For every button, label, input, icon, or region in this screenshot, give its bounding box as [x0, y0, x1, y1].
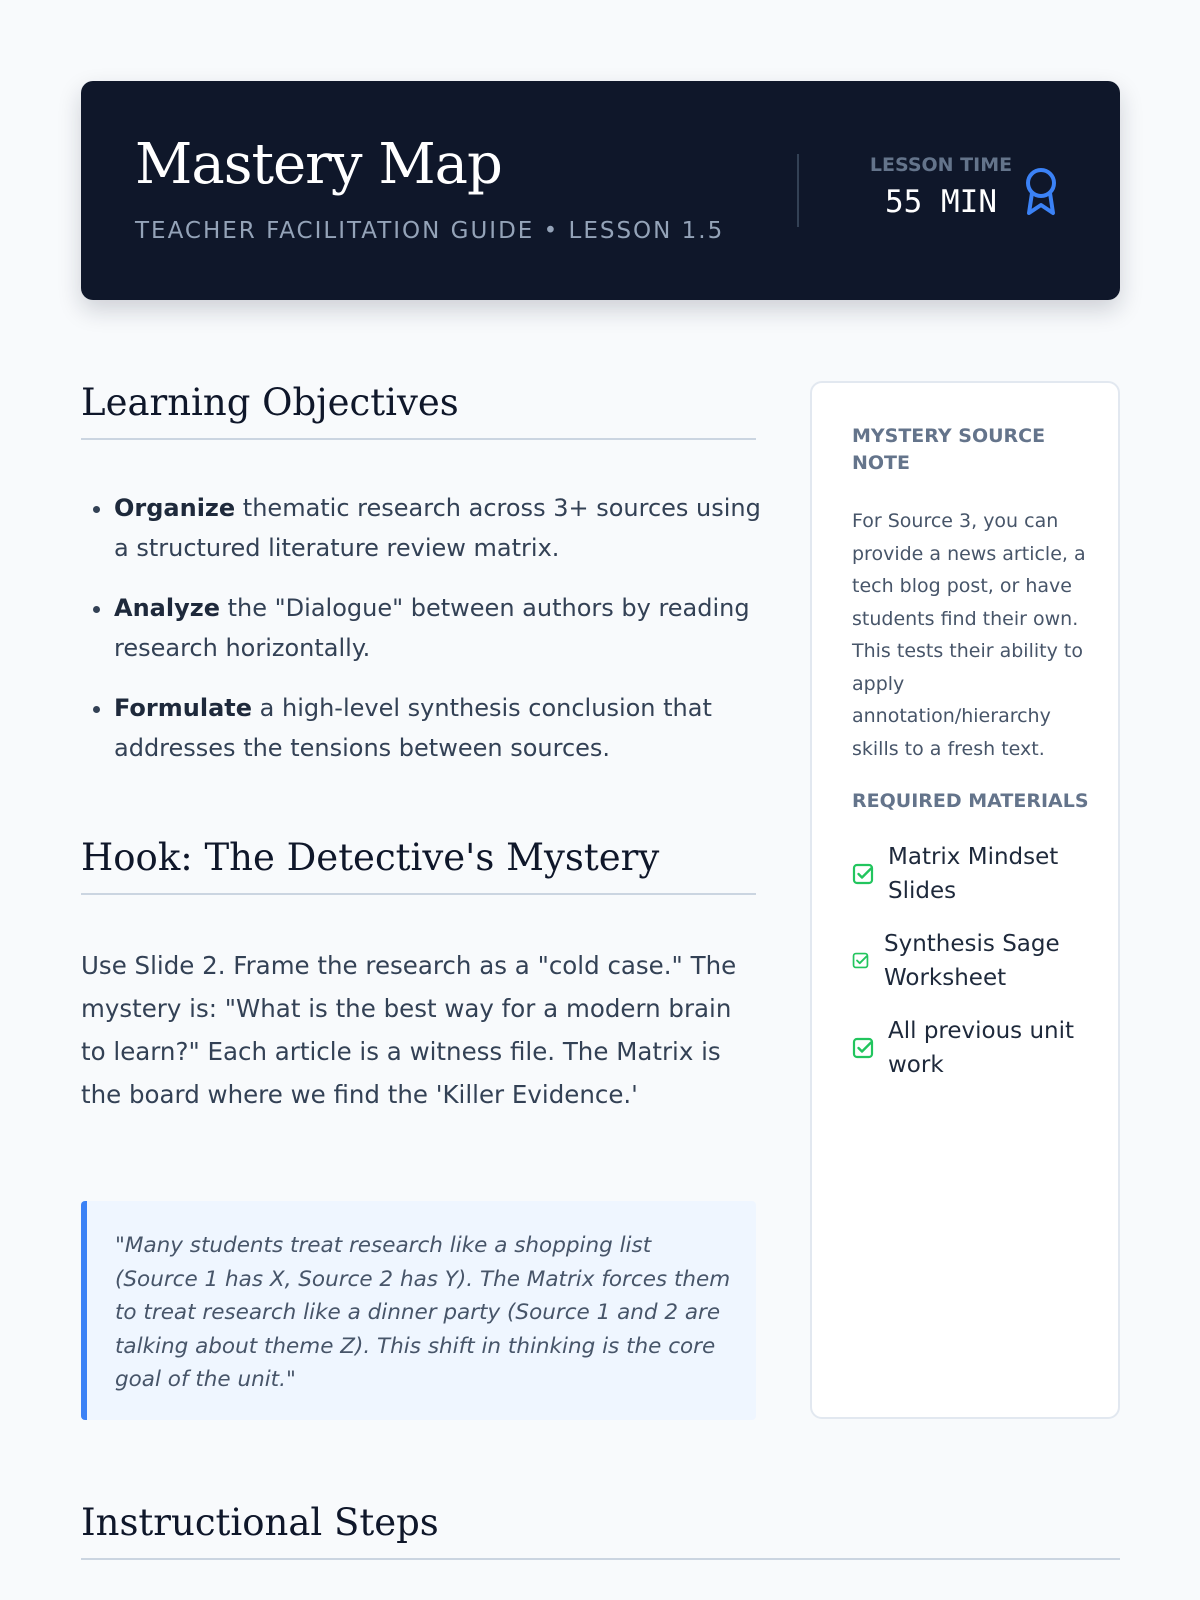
list-item — [852, 1015, 1102, 1102]
page-title: Mastery Map — [135, 132, 502, 197]
material-label: All previous unit work — [888, 1018, 1075, 1078]
checkbox-checked-icon — [852, 1037, 874, 1059]
steps-heading: Instructional Steps — [81, 1503, 1120, 1560]
award-icon — [1021, 165, 1061, 217]
lesson-header — [81, 81, 1120, 300]
objective-verb: Formulate — [114, 694, 253, 722]
objective-text: thematic research across 3+ sources using a structured literature review matrix. — [114, 494, 761, 562]
lesson-time-label: LESSON TIME — [869, 154, 1013, 176]
materials-list — [852, 841, 1102, 1102]
hook-heading: Hook: The Detective's Mystery — [81, 838, 756, 895]
list-item — [852, 928, 1102, 1015]
sidebar-card — [810, 381, 1120, 1419]
list-item — [114, 688, 774, 768]
page-subtitle: TEACHER FACILITATION GUIDE • LESSON 1.5 — [135, 218, 725, 244]
header-divider — [797, 154, 799, 227]
objective-verb: Organize — [114, 494, 236, 522]
list-item — [114, 488, 774, 568]
hook-text: Use Slide 2. Frame the research as a "cold case." The mystery is: "What is the best way for a modern brain to learn?" Each article is a witness file. The Matrix is the board where we find the 'Killer Evidence.' — [81, 951, 737, 1109]
checkbox-checked-icon — [852, 863, 874, 885]
materials-heading: REQUIRED MATERIALS — [852, 790, 1089, 812]
objective-verb: Analyze — [114, 594, 220, 622]
objectives-list — [81, 488, 774, 788]
material-label: Synthesis Sage Worksheet — [884, 931, 1060, 991]
checkbox-checked-icon — [852, 952, 869, 969]
objective-text: a high-level synthesis conclusion that addresses the tensions between sources. — [114, 694, 712, 762]
teacher-quote: "Many students treat research like a shopping list (Source 1 has X, Source 2 has Y). The Matrix forces them to treat research like a dinner party (Source 1 and 2 are talking about theme Z). This shift in thinking is the core goal of the unit." — [81, 1201, 756, 1420]
source-note-heading: MYSTERY SOURCE NOTE — [852, 425, 1046, 474]
list-item — [114, 588, 774, 668]
lesson-time-value: 55 MIN — [885, 184, 997, 220]
material-label: Matrix Mindset Slides — [888, 844, 1059, 904]
source-note-text: For Source 3, you can provide a news article, a tech blog post, or have students find their own. This tests their ability to apply annotation/hierarchy skills to a fresh text. — [852, 510, 1086, 760]
objective-text: the "Dialogue" between authors by reading research horizontally. — [114, 594, 750, 662]
objectives-heading: Learning Objectives — [81, 383, 756, 440]
list-item — [852, 841, 1102, 928]
